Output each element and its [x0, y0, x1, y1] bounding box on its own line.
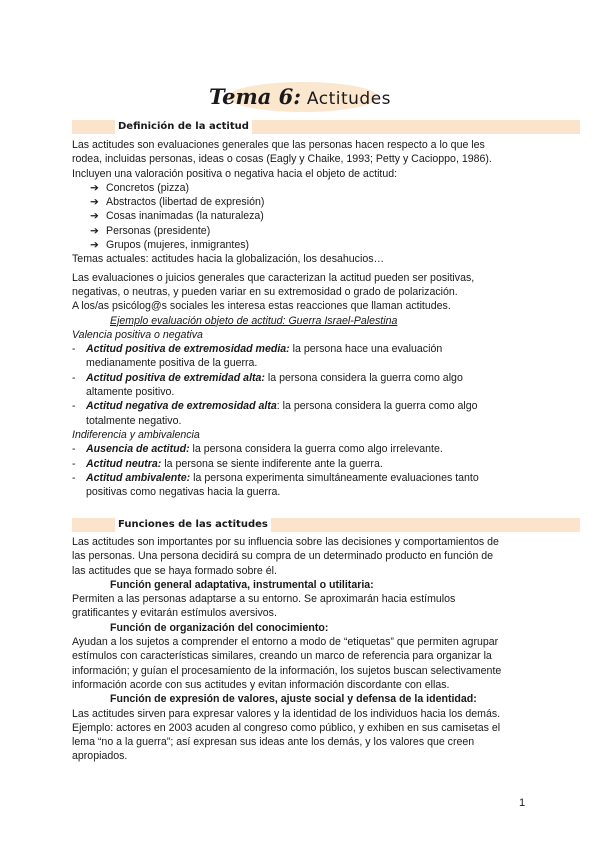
text-line: Incluyen una valoración positiva o negativa hacia el objeto de actitud: [72, 167, 398, 180]
text-line: las actitudes que se haya formado sobre él. [72, 564, 277, 577]
text-line: información; y guían el procesamiento de la información, los sujetos buscan selectivamente [72, 664, 502, 677]
list-item: - Ausencia de actitud: la persona considera la guerra como algo irrelevante. [72, 443, 443, 456]
example-title: Ejemplo evaluación objeto de actitud: Guerra Israel-Palestina [110, 314, 398, 327]
list-item: ➔ Cosas inanimadas (la naturaleza) [90, 210, 264, 223]
section-heading: Funciones de las actitudes [115, 518, 271, 532]
subgroup-label: Valencia positiva o negativa [72, 328, 203, 341]
title-area [0, 78, 600, 118]
list-item: ➔ Abstractos (libertad de expresión) [90, 196, 265, 209]
text-line: las personas. Una persona decidirá su compra de un determinado producto en función de [72, 550, 494, 563]
text-line: Las evaluaciones o juicios generales que caracterizan la actitud pueden ser positivas, [72, 271, 475, 284]
page-title [0, 84, 600, 110]
list-item: - Actitud neutra: la persona se siente indiferente ante la guerra. [72, 457, 383, 470]
text-line: Ejemplo: actores en 2003 acuden al congreso como público, y exhiben en sus camisetas el [72, 721, 501, 734]
arrow-icon: ➔ [90, 239, 99, 252]
text-line: lema “no a la guerra”; así expresan sus ideas ante los demás, y los valores que creen [72, 736, 475, 749]
title-topic: Tema 6: [208, 84, 302, 109]
text-line: Permiten a las personas adaptarse a su entorno. Se aproximarán hacia estímulos [72, 593, 456, 606]
list-item: - Actitud negativa de extremosidad alta: la persona considera la guerra como algo totalmente negativo. [72, 400, 478, 427]
arrow-icon: ➔ [90, 224, 99, 237]
text-line: rodea, incluidas personas, ideas o cosas (Eagly y Chaike, 1993; Petty y Cacioppo, 1986). [72, 153, 492, 166]
text-line: estímulos con características similares, creando un marco de referencia para organizar la [72, 650, 492, 663]
text-line: información acorde con sus actitudes y evitan información discordante con ellas. [72, 678, 450, 691]
text-line: negativas, o neutras, y pueden variar en su extremosidad o grado de polarización. [72, 285, 458, 298]
arrow-icon: ➔ [90, 181, 99, 194]
list-item: ➔ Grupos (mujeres, inmigrantes) [90, 239, 250, 252]
text-line: gratificantes y evitarán estímulos aversivos. [72, 607, 277, 620]
list-item: ➔ Personas (presidente) [90, 224, 211, 237]
page-number: 1 [519, 797, 526, 809]
list-item: - Actitud ambivalente: la persona experimenta simultáneamente evaluaciones tanto positivas como negativas hacia la guerra. [72, 471, 479, 499]
function-heading: Función de organización del conocimiento: [110, 621, 329, 634]
text-line: apropiados. [72, 750, 128, 763]
text-line: Las actitudes sirven para expresar valores y la identidad de los individuos hacia los demás. [72, 707, 501, 720]
list-item: ➔ Concretos (pizza) [90, 181, 190, 194]
function-heading: Función general adaptativa, instrumental o utilitaria: [110, 578, 374, 591]
subgroup-label: Indiferencia y ambivalencia [72, 428, 200, 441]
section-heading: Definición de la actitud [115, 120, 252, 134]
arrow-icon: ➔ [90, 196, 99, 209]
text-line: Las actitudes son evaluaciones generales que las personas hacen respecto a lo que les [72, 139, 485, 151]
section-funciones [72, 535, 580, 764]
section-definicion [72, 138, 580, 499]
text-line: A los/as psicólog@s sociales les interesa estas reacciones que llaman actitudes. [72, 300, 451, 313]
function-heading: Función de expresión de valores, ajuste social y defensa de la identidad: [110, 693, 477, 706]
list-item: - Actitud positiva de extremidad alta: la persona considera la guerra como algo altamente positivo. [72, 371, 463, 399]
title-name: Actitudes [306, 89, 392, 109]
text-line: Ayudan a los sujetos a comprender el entorno a modo de “etiquetas” que permiten agrupar [72, 636, 499, 649]
arrow-icon: ➔ [90, 210, 99, 223]
text-line: Temas actuales: actitudes hacia la globalización, los desahucios… [72, 253, 385, 266]
list-item: - Actitud positiva de extremosidad media: la persona hace una evaluación medianamente positiva de la guerra. [72, 343, 443, 370]
text-line: Las actitudes son importantes por su influencia sobre las decisiones y comportamientos de [72, 536, 499, 548]
